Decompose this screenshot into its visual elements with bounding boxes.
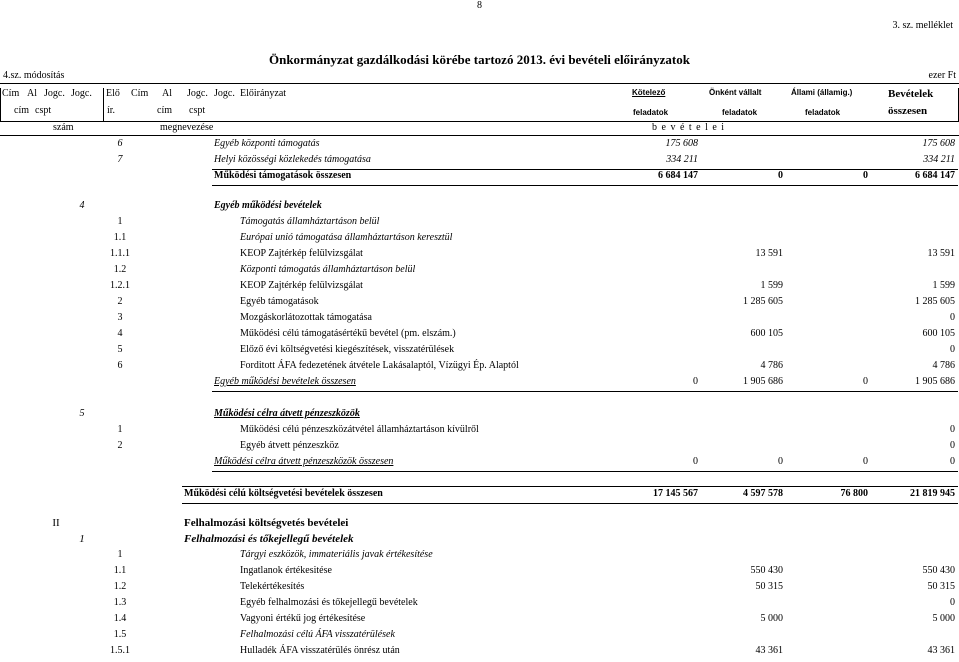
row-value-total: 0: [950, 597, 955, 608]
modification-line: [0, 70, 959, 84]
row-number: 1.1.1: [110, 248, 130, 259]
row-label: Egyéb felhalmozási és tőkejellegű bevételek: [240, 597, 418, 608]
table-row-subtotal: [0, 376, 959, 391]
row-number: 1.3: [113, 597, 127, 608]
row-value-mandatory: 17 145 567: [653, 488, 698, 499]
table-row: [0, 280, 959, 295]
row-label: Vagyoni értékű jog értékesítése: [240, 613, 366, 624]
row-label: Egyéb működési bevételek összesen: [214, 376, 356, 387]
table-row: [0, 645, 959, 660]
table-row: [0, 424, 959, 439]
header-kotelezo: Kötelező: [632, 88, 666, 97]
row-value-total: 21 819 945: [910, 488, 955, 499]
total-line: [182, 486, 958, 487]
table-row: [0, 565, 959, 580]
row-value-mandatory: 0: [693, 376, 698, 387]
row-value-total: 550 430: [922, 565, 955, 576]
table-row: [0, 440, 959, 455]
header-al-2: Al: [162, 88, 172, 99]
header-cspt: cspt: [35, 105, 52, 116]
table-row: [0, 264, 959, 279]
row-label: Európai unió támogatása államháztartáson keresztül: [240, 232, 453, 243]
table-row: [0, 629, 959, 644]
row-label: Egyéb támogatások: [240, 296, 319, 307]
row-number: 1.2: [113, 581, 127, 592]
table-row: [0, 328, 959, 343]
row-number: 1.1: [113, 565, 127, 576]
row-number: 4: [117, 328, 123, 339]
row-label: Működési célú pénzeszközátvétel államháztartáson kívülről: [240, 424, 479, 435]
header-cim-lower-2: cím: [157, 105, 172, 116]
table-row-total: [0, 488, 959, 503]
table-row: [0, 597, 959, 612]
row-label: KEOP Zajtérkép felülvizsgálat: [240, 248, 363, 259]
header-jogc-4: Jogc.: [214, 88, 235, 99]
row-label: Felhalmozási költségvetés bevételei: [184, 517, 349, 529]
header-jogc-1: Jogc.: [44, 88, 65, 99]
header-cspt-2: cspt: [189, 105, 206, 116]
row-number: 1.5.1: [110, 645, 130, 656]
header-jogc-2: Jogc.: [71, 88, 92, 99]
table-row: [0, 344, 959, 359]
row-value-voluntary: 4 597 578: [743, 488, 783, 499]
subtotal-line: [212, 391, 958, 392]
row-value-state: 0: [863, 170, 868, 181]
row-value-total: 13 591: [927, 248, 955, 259]
header-feladatok-2: feladatok: [722, 108, 758, 117]
header-szam: szám: [53, 122, 74, 133]
row-number: 1: [79, 533, 85, 545]
row-value-state: 76 800: [840, 488, 868, 499]
row-number: 2: [117, 440, 123, 451]
header-megnevezese: megnevezése: [160, 122, 214, 133]
subtotal-line: [212, 185, 958, 186]
header-bevetelei: b e v é t e l e i: [652, 122, 726, 133]
row-label: Központi támogatás államháztartáson belül: [240, 264, 416, 275]
row-label: Működési célú támogatásértékű bevétel (pm. elszám.): [240, 328, 456, 339]
header-onkent: Önként vállalt: [709, 88, 762, 97]
header-cim-lower: cím: [14, 105, 29, 116]
row-number: 1: [117, 549, 123, 560]
row-label: Ingatlanok értékesitése: [240, 565, 332, 576]
row-number: 2: [117, 296, 123, 307]
total-line: [182, 503, 958, 504]
row-number: II: [52, 517, 60, 529]
row-number: 5: [117, 344, 123, 355]
row-value-total: 43 361: [927, 645, 955, 656]
header-elo: Elő: [106, 88, 120, 99]
header-feladatok-3: feladatok: [805, 108, 841, 117]
table-row: [0, 154, 959, 169]
row-number: 1: [117, 216, 123, 227]
row-value-total: 600 105: [922, 328, 955, 339]
table-row-subtotal: [0, 456, 959, 471]
document-title: Önkormányzat gazdálkodási körébe tartozó 2013. évi bevételi előirányzatok: [268, 52, 690, 67]
row-label: Egyéb központi támogatás: [214, 138, 320, 149]
header-feladatok-1: feladatok: [633, 108, 669, 117]
row-value-total: 50 315: [927, 581, 955, 592]
table-row: [0, 360, 959, 375]
row-value-total: 5 000: [932, 613, 955, 624]
header-cim-2: Cím: [131, 88, 149, 99]
header-al: Al: [27, 88, 37, 99]
header-divider: [0, 88, 1, 122]
row-value-voluntary: 550 430: [750, 565, 783, 576]
row-label: Mozgáskorlátozottak támogatása: [240, 312, 372, 323]
row-label: Felhalmozási és tőkejellegű bevételek: [184, 533, 354, 545]
row-label: Telekértékesítés: [240, 581, 305, 592]
table-row: [0, 581, 959, 596]
header-osszesen: összesen: [888, 105, 928, 117]
row-value-total: 6 684 147: [915, 170, 955, 181]
row-label: Előző évi költségvetési kiegészítések, visszatérülések: [240, 344, 455, 355]
row-value-voluntary: 0: [778, 170, 783, 181]
row-value-total: 0: [950, 440, 955, 451]
row-label: Működési támogatások összesen: [214, 170, 352, 181]
row-value-voluntary: 43 361: [755, 645, 783, 656]
table-row: [0, 549, 959, 564]
modification-label: 4.sz. módosítás: [3, 70, 65, 81]
row-number: 5: [79, 408, 85, 419]
row-value-total: 0: [950, 312, 955, 323]
row-value-mandatory: 334 211: [666, 154, 698, 165]
row-number: 3: [117, 312, 123, 323]
row-value-total: 0: [950, 424, 955, 435]
header-row-2: [0, 105, 959, 122]
row-value-total: 1 905 686: [915, 376, 955, 387]
row-value-voluntary: 1 599: [760, 280, 783, 291]
row-value-voluntary: 13 591: [755, 248, 783, 259]
row-label: Hulladék ÁFA visszatérülés önrész után: [240, 645, 400, 656]
row-value-total: 4 786: [932, 360, 955, 371]
table-row: [0, 216, 959, 231]
table-row: [0, 312, 959, 327]
table-row-subtotal: [0, 170, 959, 185]
row-value-voluntary: 0: [778, 456, 783, 467]
row-label: Helyi közösségi közlekedés támogatása: [214, 154, 371, 165]
header-bevetelek: Bevételek: [888, 88, 934, 100]
section-heading: [0, 517, 959, 532]
row-label: Egyéb átvett pénzeszköz: [240, 440, 339, 451]
section-heading: [0, 200, 959, 215]
header-ir: ír.: [107, 105, 116, 116]
header-divider: [103, 88, 104, 122]
row-value-total: 0: [950, 456, 955, 467]
section-heading: [0, 533, 959, 548]
row-value-voluntary: 5 000: [760, 613, 783, 624]
row-value-total: 334 211: [923, 154, 955, 165]
page-number: 8: [477, 0, 482, 11]
row-value-mandatory: 175 608: [665, 138, 698, 149]
row-number: 6: [117, 138, 123, 149]
table-row: [0, 613, 959, 628]
subtotal-line: [212, 471, 958, 472]
row-number: 1: [117, 424, 123, 435]
row-value-voluntary: 4 786: [760, 360, 783, 371]
row-label: KEOP Zajtérkép felülvizsgálat: [240, 280, 363, 291]
row-label: Forditott ÁFA fedezetének átvétele Lakásalaptól, Vízügyi Ép. Alaptól: [240, 360, 519, 371]
row-number: 4: [79, 200, 85, 211]
row-value-voluntary: 50 315: [755, 581, 783, 592]
row-label: Felhalmozási célú ÁFA visszatérülések: [240, 629, 395, 640]
row-value-mandatory: 0: [693, 456, 698, 467]
row-number: 1.5: [113, 629, 127, 640]
row-label: Működési célra átvett pénzeszközök összesen: [214, 456, 394, 467]
row-value-total: 1 285 605: [915, 296, 955, 307]
header-cim: Cím: [2, 88, 20, 99]
row-value-voluntary: 1 285 605: [743, 296, 783, 307]
header-row-3: [0, 122, 959, 136]
table-row: [0, 248, 959, 263]
row-value-state: 0: [863, 376, 868, 387]
header-jogc-3: Jogc.: [187, 88, 208, 99]
row-label: Egyéb működési bevételek: [214, 200, 322, 211]
row-number: 1.2.1: [110, 280, 130, 291]
header-allami: Állami (államig.): [791, 88, 853, 97]
table-row: [0, 232, 959, 247]
annex-label: 3. sz. melléklet: [892, 20, 953, 31]
row-value-state: 0: [863, 456, 868, 467]
row-value-total: 0: [950, 344, 955, 355]
row-label: Támogatás államháztartáson belül: [240, 216, 380, 227]
row-number: 1.2: [113, 264, 127, 275]
row-label: Működési célra átvett pénzeszközök: [214, 408, 360, 419]
header-row-1: [0, 88, 959, 104]
row-value-total: 1 599: [932, 280, 955, 291]
row-value-voluntary: 600 105: [750, 328, 783, 339]
section-heading: [0, 408, 959, 423]
unit-label: ezer Ft: [928, 70, 956, 81]
row-number: 1.1: [113, 232, 127, 243]
row-label: Működési célú költségvetési bevételek összesen: [184, 488, 383, 499]
row-value-mandatory: 6 684 147: [658, 170, 698, 181]
row-number: 6: [117, 360, 123, 371]
table-row: [0, 296, 959, 311]
row-value-total: 175 608: [922, 138, 955, 149]
row-label: Tárgyi eszközök, immateriális javak értékesítése: [240, 549, 433, 560]
row-number: 7: [117, 154, 123, 165]
row-value-voluntary: 1 905 686: [743, 376, 783, 387]
header-eloiranyzat: Előirányzat: [240, 88, 287, 99]
table-row: [0, 138, 959, 153]
row-number: 1.4: [113, 613, 127, 624]
